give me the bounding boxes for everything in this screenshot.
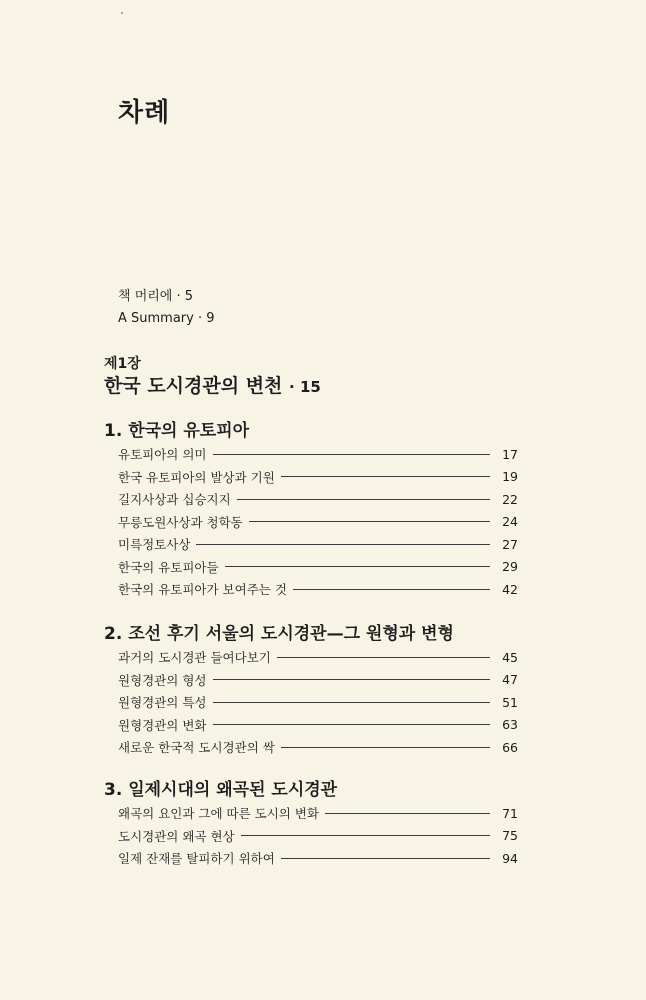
- entry-page: 66: [502, 739, 518, 755]
- entry-label: 일제 잔재를 탈피하기 위하여: [118, 851, 275, 867]
- entry-page: 42: [502, 581, 518, 597]
- chapter-heading[interactable]: [104, 371, 321, 398]
- dot-leader: [213, 724, 491, 725]
- entry-page: 19: [502, 469, 518, 485]
- entry-page: 45: [502, 649, 518, 665]
- section-title[interactable]: 2. 조선 후기 서울의 도시경관—그 원형과 변형: [104, 624, 454, 644]
- section-title[interactable]: 3. 일제시대의 왜곡된 도시경관: [104, 780, 338, 800]
- page-title: 차례: [118, 98, 171, 128]
- toc-entry[interactable]: [104, 488, 518, 511]
- entry-label: 원형경관의 변화: [118, 717, 207, 733]
- entry-page: 71: [502, 805, 518, 821]
- dot-leader: [277, 657, 490, 658]
- entry-label: 길지사상과 십승지지: [118, 492, 231, 508]
- entry-page: 29: [502, 559, 518, 575]
- entry-page: 47: [502, 672, 518, 688]
- toc-entry[interactable]: [104, 533, 518, 556]
- toc-entry[interactable]: [104, 443, 518, 466]
- toc-entry[interactable]: [104, 714, 518, 737]
- toc-entry[interactable]: [104, 847, 518, 870]
- entry-page: 63: [502, 717, 518, 733]
- entry-label: 새로운 한국적 도시경관의 싹: [118, 740, 275, 756]
- entry-page: 75: [502, 828, 518, 844]
- front-matter-list: [118, 286, 215, 330]
- toc-section: [104, 775, 518, 870]
- toc-entry[interactable]: [104, 736, 518, 759]
- dot-leader: [196, 544, 490, 545]
- toc-entry[interactable]: [104, 646, 518, 669]
- toc-entry[interactable]: [104, 466, 518, 489]
- toc-section: [104, 416, 518, 601]
- toc-entry[interactable]: [104, 669, 518, 692]
- chapter-page: · 15: [289, 378, 321, 396]
- dot-leader: [213, 454, 491, 455]
- toc-entry[interactable]: [104, 825, 518, 848]
- dot-leader: [241, 835, 490, 836]
- dot-leader: [281, 858, 490, 859]
- toc-entry[interactable]: [104, 511, 518, 534]
- toc-entry[interactable]: [104, 691, 518, 714]
- toc-section: [104, 619, 518, 759]
- entry-label: 원형경관의 특성: [118, 695, 207, 711]
- entry-page: 27: [502, 536, 518, 552]
- chapter-title: 한국 도시경관의 변천: [104, 375, 283, 397]
- entry-page: 51: [502, 694, 518, 710]
- chapter-label: 제1장: [104, 356, 141, 372]
- dot-leader: [281, 476, 490, 477]
- front-matter-item[interactable]: A Summary · 9: [118, 311, 215, 326]
- entry-label: 한국 유토피아의 발상과 기원: [118, 469, 275, 485]
- toc-entry[interactable]: [104, 802, 518, 825]
- dot-leader: [293, 589, 490, 590]
- entry-page: 22: [502, 491, 518, 507]
- entry-label: 원형경관의 형성: [118, 672, 207, 688]
- dot-leader: [213, 702, 491, 703]
- dot-leader: [237, 499, 490, 500]
- front-matter-item[interactable]: 책 머리에 · 5: [118, 289, 194, 304]
- entry-label: 한국의 유토피아들: [118, 559, 219, 575]
- entry-label: 한국의 유토피아가 보여주는 것: [118, 582, 287, 598]
- entry-page: 24: [502, 514, 518, 530]
- entry-label: 왜곡의 요인과 그에 따른 도시의 변화: [118, 806, 319, 822]
- dot-leader: [225, 566, 490, 567]
- section-title[interactable]: 1. 한국의 유토피아: [104, 421, 250, 441]
- dot-leader: [281, 747, 490, 748]
- entry-page: 94: [502, 850, 518, 866]
- toc-entry[interactable]: [104, 556, 518, 579]
- entry-label: 무릉도원사상과 청학동: [118, 514, 243, 530]
- entry-page: 17: [502, 446, 518, 462]
- entry-label: 유토피아의 의미: [118, 447, 207, 463]
- dot-leader: [213, 679, 491, 680]
- toc-entry[interactable]: [104, 578, 518, 601]
- entry-label: 도시경관의 왜곡 현상: [118, 828, 235, 844]
- entry-label: 과거의 도시경관 들여다보기: [118, 650, 271, 666]
- page-speck: [121, 12, 123, 14]
- entry-label: 미륵정토사상: [118, 537, 191, 553]
- dot-leader: [249, 521, 490, 522]
- dot-leader: [325, 813, 490, 814]
